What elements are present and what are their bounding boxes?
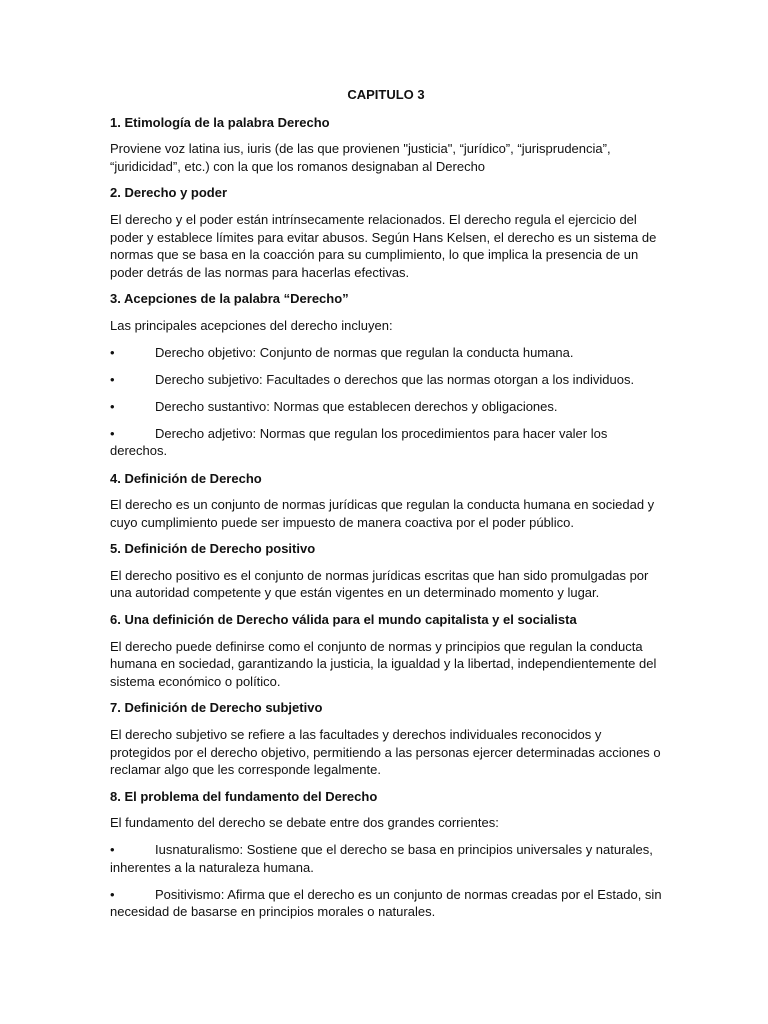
list-item	[110, 344, 662, 362]
list-item	[110, 841, 662, 876]
list-item	[110, 398, 662, 416]
section-heading: 5. Definición de Derecho positivo	[110, 541, 316, 557]
bullet-mark: •	[110, 398, 115, 414]
section-paragraph: El derecho puede definirse como el conjunto de normas y principios que regulan la conducta humana en sociedad, garantizando la justicia, la igualdad y la libertad, independientemente del sistema económico o político.	[110, 638, 657, 689]
section-intro: Las principales acepciones del derecho incluyen:	[110, 317, 393, 333]
section-heading: 6. Una definición de Derecho válida para el mundo capitalista y el socialista	[110, 612, 577, 628]
section-paragraph: Proviene voz latina ius, iuris (de las que provienen "justicia", “jurídico”, “jurisprudencia”, “juridicidad”, etc.) con la que los romanos designaban al Derecho	[110, 141, 611, 174]
list-item-text: Iusnaturalismo: Sostiene que el derecho se basa en principios universales y naturales, inherentes a la naturaleza humana.	[110, 842, 653, 875]
list-item-text: Derecho adjetivo: Normas que regulan los procedimientos para hacer valer los derechos.	[110, 425, 608, 459]
section-paragraph: El derecho positivo es el conjunto de normas jurídicas escritas que han sido promulgadas por una autoridad competente y que están vigentes en un determinado momento y lugar.	[110, 567, 649, 601]
bullet-mark: •	[110, 425, 115, 441]
document-page	[110, 86, 662, 930]
list-item	[110, 425, 662, 460]
section-heading: 3. Acepciones de la palabra “Derecho”	[110, 291, 349, 307]
list-item-text: Derecho objetivo: Conjunto de normas que regulan la conducta humana.	[155, 344, 574, 360]
section-heading: 7. Definición de Derecho subjetivo	[110, 700, 323, 716]
list-item	[110, 371, 662, 389]
list-item-text: Derecho sustantivo: Normas que establecen derechos y obligaciones.	[155, 398, 558, 414]
bullet-mark: •	[110, 344, 115, 360]
section-heading: 2. Derecho y poder	[110, 185, 228, 201]
section-paragraph: El derecho subjetivo se refiere a las facultades y derechos individuales reconocidos y protegidos por el derecho objetivo, permitiendo a las personas ejercer determinadas acciones o reclamar algo que les corresponde legalmente.	[110, 727, 661, 778]
section-intro: El fundamento del derecho se debate entre dos grandes corrientes:	[110, 815, 499, 831]
section-heading: 8. El problema del fundamento del Derecho	[110, 788, 378, 804]
list-item-text: Derecho subjetivo: Facultades o derechos que las normas otorgan a los individuos.	[155, 371, 635, 387]
bullet-mark: •	[110, 842, 115, 857]
section-paragraph: El derecho y el poder están intrínsecamente relacionados. El derecho regula el ejercicio del poder y establece límites para evitar abusos. Según Hans Kelsen, el derecho es un sistema de normas que se basa en la coacción para su cumplimiento, lo que implica la presencia de un poder detrás de las normas para hacerlas efectivas.	[110, 211, 657, 280]
document-title: CAPITULO 3	[347, 87, 425, 102]
section-heading: 1. Etimología de la palabra Derecho	[110, 114, 330, 130]
bullet-mark: •	[110, 371, 115, 387]
section-paragraph: El derecho es un conjunto de normas jurídicas que regulan la conducta humana en sociedad y cuyo cumplimiento puede ser impuesto de manera coactiva por el poder público.	[110, 497, 655, 530]
list-item-text: Positivismo: Afirma que el derecho es un conjunto de normas creadas por el Estado, sin necesidad de basarse en principios morales o naturales.	[110, 886, 662, 920]
list-item	[110, 886, 662, 921]
section-heading: 4. Definición de Derecho	[110, 470, 262, 486]
bullet-mark: •	[110, 886, 115, 902]
